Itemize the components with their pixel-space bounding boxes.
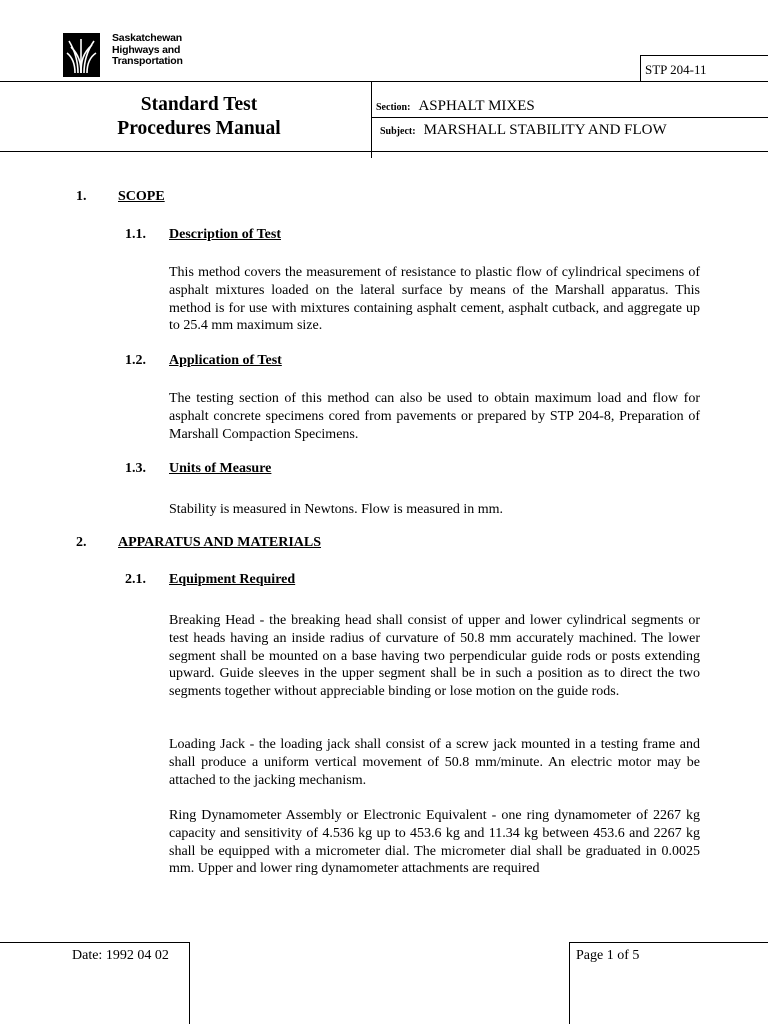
manual-title: [70, 93, 328, 141]
section-heading-scope: SCOPE: [118, 189, 165, 204]
subject-value: MARSHALL STABILITY AND FLOW: [423, 122, 667, 138]
subsection-heading-description: Description of Test: [169, 227, 281, 242]
section-number: 2.: [76, 535, 87, 550]
subsection-heading-application: Application of Test: [169, 353, 282, 368]
subsection-number: 2.1.: [125, 572, 146, 587]
paragraph-ring-dynamometer: Ring Dynamometer Assembly or Electronic Equivalent - one ring dynamometer of 2267 kg capacity and sensitivity of 4.536 kg up to 453.6 kg and 11.34 kg between 453.6 and 2267 kg shall be equipped with a micrometer dial. The micrometer dial shall be graduated in 0.0025 mm. Upper and lower ring dynamometer attachments are required: [169, 808, 700, 877]
wheat-sheaf-icon: [63, 33, 100, 77]
subsection-number: 1.3.: [125, 461, 146, 476]
subsection-heading-units: Units of Measure: [169, 461, 272, 476]
subject-field: [380, 121, 667, 139]
divider: [0, 942, 190, 943]
footer-date: Date: 1992 04 02: [72, 948, 169, 963]
manual-title-line: Procedures Manual: [117, 118, 281, 139]
divider: [640, 55, 768, 56]
agency-name: [112, 33, 183, 68]
document-number: STP 204-11: [645, 62, 707, 77]
manual-title-line: Standard Test: [140, 94, 258, 115]
paragraph-description: This method covers the measurement of resistance to plastic flow of cylindrical specimens of asphalt mixtures loaded on the lateral surface by means of the Marshall apparatus. This method is for use with mixtures containing asphalt cement, asphalt cutback, and aggregate up to 25.4 mm maximum size.: [169, 265, 700, 334]
subsection-number: 1.1.: [125, 227, 146, 242]
paragraph-loading-jack: Loading Jack - the loading jack shall consist of a screw jack mounted in a testing frame and shall produce a uniform vertical movement of 50.8 mm/minute. An electric motor may be attached to the jacking mechanism.: [169, 737, 700, 788]
section-heading-apparatus: APPARATUS AND MATERIALS: [118, 535, 322, 550]
divider: [640, 55, 641, 82]
divider: [189, 942, 190, 1024]
section-label: Section:: [376, 102, 411, 113]
footer-page-number: Page 1 of 5: [576, 948, 640, 963]
paragraph-breaking-head: Breaking Head - the breaking head shall consist of upper and lower cylindrical segments or test heads having an inside radius of curvature of 50.8 mm accurately machined. The lower segment shall be mounted on a base having two perpendicular guide rods or posts extending upward. Guide sleeves in the upper segment shall be in such a position as to direct the two segments together without appreciable binding or lose motion on the guide rods.: [169, 613, 700, 700]
divider: [371, 117, 768, 118]
divider: [0, 151, 768, 152]
agency-name-line: Saskatchewan: [112, 32, 182, 44]
subject-label: Subject:: [380, 126, 416, 137]
paragraph-units: Stability is measured in Newtons. Flow is measured in mm.: [169, 502, 504, 517]
divider: [569, 942, 768, 943]
section-number: 1.: [76, 189, 87, 204]
divider: [371, 82, 372, 158]
section-field: [376, 97, 535, 115]
section-value: ASPHALT MIXES: [418, 98, 535, 114]
agency-name-line: Highways and: [112, 43, 181, 56]
agency-name-line: Transportation: [112, 55, 183, 67]
divider: [569, 942, 570, 1024]
subsection-number: 1.2.: [125, 353, 146, 368]
paragraph-application: The testing section of this method can also be used to obtain maximum load and flow for asphalt concrete specimens cored from pavements or prepared by STP 204-8, Preparation of Marshall Compaction Specimens.: [169, 391, 700, 442]
subsection-heading-equipment: Equipment Required: [169, 572, 296, 587]
divider: [0, 81, 768, 82]
agency-logo: [63, 33, 100, 77]
